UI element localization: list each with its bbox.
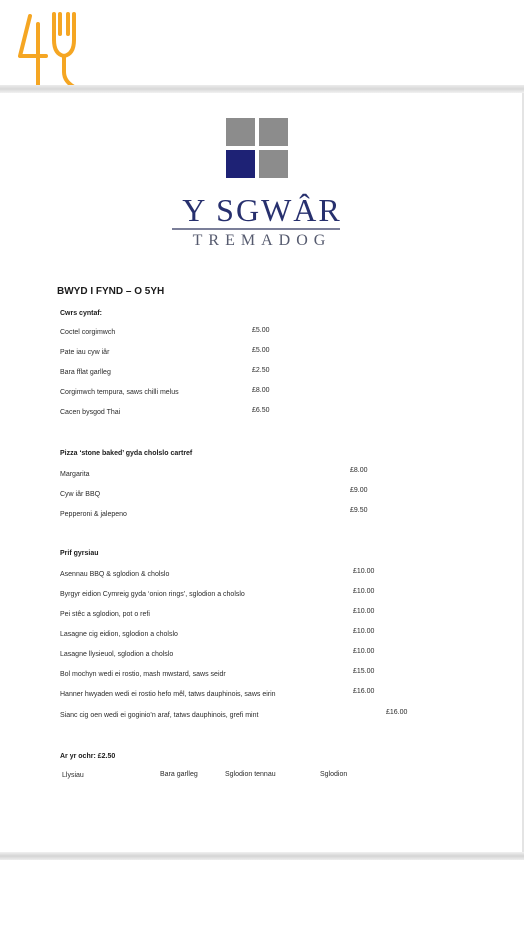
menu-item-price: £2.50 bbox=[252, 367, 270, 374]
menu-item-price: £8.00 bbox=[350, 467, 368, 474]
app-header bbox=[0, 0, 524, 90]
menu-item-name: Margarita bbox=[60, 471, 90, 478]
restaurant-name: Y SGWÂR bbox=[182, 192, 342, 228]
menu-item-name: Pate iau cyw iâr bbox=[60, 349, 110, 356]
menu-item-price: £10.00 bbox=[353, 628, 375, 635]
side-item: Llysiau bbox=[62, 772, 84, 779]
side-item: Bara garlleg bbox=[160, 771, 198, 778]
divider-top bbox=[0, 85, 524, 93]
menu-item-price: £10.00 bbox=[353, 608, 375, 615]
menu-item-name: Hanner hwyaden wedi ei rostio hefo mêl, tatws dauphinois, saws eirin bbox=[60, 691, 276, 698]
menu-item-price: £9.50 bbox=[350, 507, 368, 514]
section-heading-mains: Prif gyrsiau bbox=[60, 550, 99, 557]
menu-item-price: £5.00 bbox=[252, 327, 270, 334]
fork-logo-icon[interactable] bbox=[16, 10, 88, 90]
section-heading-pizza: Pizza ‘stone baked’ gyda cholslo cartref bbox=[60, 450, 193, 457]
side-item: Sglodion tennau bbox=[225, 771, 276, 778]
menu-item-name: Pei stêc a sglodion, pot o refi bbox=[60, 611, 150, 618]
menu-item-name: Bara fflat garlleg bbox=[60, 369, 111, 376]
menu-item-name: Cyw iâr BBQ bbox=[60, 491, 101, 498]
menu-item-name: Corgimwch tempura, saws chilli melus bbox=[60, 389, 179, 396]
brand-squares-logo bbox=[226, 118, 288, 178]
menu-item-name: Bol mochyn wedi ei rostio, mash mwstard, saws seidr bbox=[60, 671, 226, 678]
footer-area bbox=[0, 860, 524, 932]
section-heading-sides: Ar yr ochr: £2.50 bbox=[60, 753, 116, 760]
menu-item-price: £16.00 bbox=[386, 709, 408, 716]
menu-item-price: £5.00 bbox=[252, 347, 270, 354]
divider-bottom bbox=[0, 852, 524, 860]
menu-item-price: £9.00 bbox=[350, 487, 368, 494]
menu-item-price: £6.50 bbox=[252, 407, 270, 414]
menu-item-price: £16.00 bbox=[353, 688, 375, 695]
menu-item-price: £10.00 bbox=[353, 648, 375, 655]
menu-item-price: £10.00 bbox=[353, 568, 375, 575]
menu-item-name: Pepperoni & jalepeno bbox=[60, 511, 127, 518]
menu-item-price: £15.00 bbox=[353, 668, 375, 675]
section-heading-starters: Cwrs cyntaf: bbox=[60, 310, 103, 317]
menu-item-price: £10.00 bbox=[353, 588, 375, 595]
menu-item-name: Asennau BBQ & sglodion & cholslo bbox=[60, 571, 170, 578]
restaurant-town: TREMADOG bbox=[192, 232, 332, 249]
menu-item-name: Coctel corgimwch bbox=[60, 329, 116, 336]
menu-item-name: Byrgyr eidion Cymreig gyda ‘onion rings’, sglodion a cholslo bbox=[60, 591, 245, 598]
menu-item-name: Lasagne llysieuol, sglodion a cholslo bbox=[60, 651, 174, 658]
menu-item-name: Cacen bysgod Thai bbox=[60, 409, 121, 416]
menu-item-name: Lasagne cig eidion, sglodion a cholslo bbox=[60, 631, 178, 638]
menu-title: BWYD I FYND – O 5YH bbox=[57, 286, 165, 297]
menu-item-name: Sianc cig oen wedi ei goginio’n araf, tatws dauphinois, grefi mint bbox=[60, 712, 259, 719]
menu-item-price: £8.00 bbox=[252, 387, 270, 394]
brand-divider bbox=[172, 228, 340, 230]
side-item: Sglodion bbox=[320, 771, 348, 778]
